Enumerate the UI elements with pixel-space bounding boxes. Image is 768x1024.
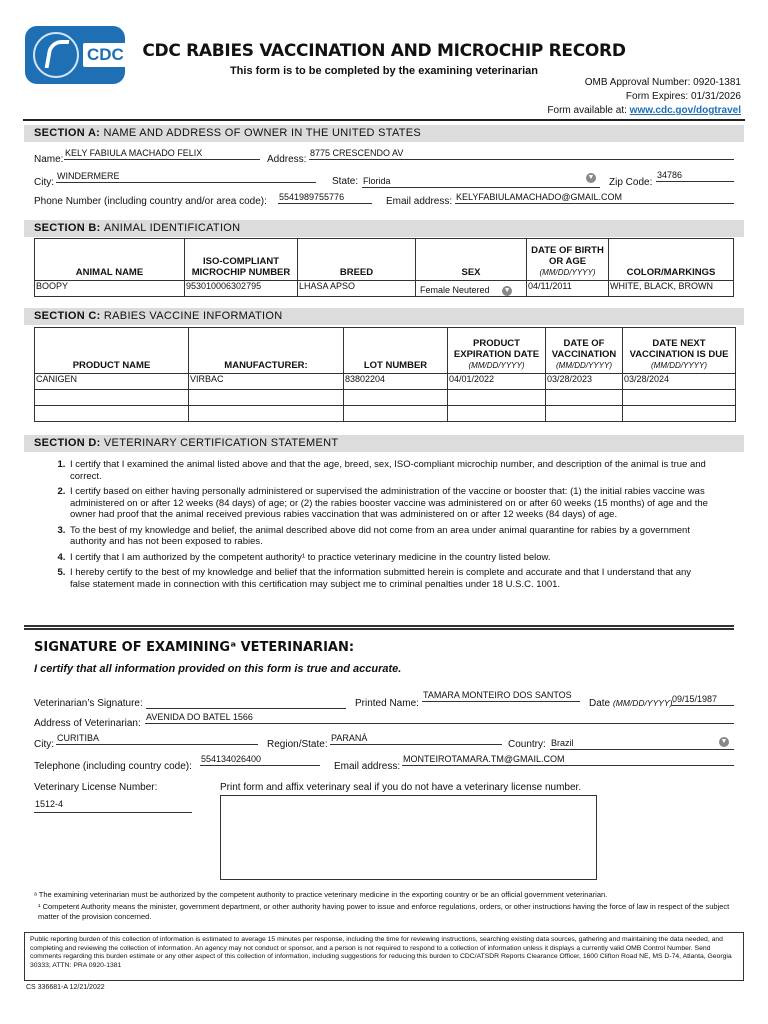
table-row xyxy=(35,390,736,406)
owner-address-field[interactable]: 8775 CRESCENDO AV xyxy=(309,148,734,160)
vet-license-field[interactable]: 1512-4 xyxy=(34,796,192,813)
section-a-title: NAME AND ADDRESS OF OWNER IN THE UNITED STATES xyxy=(103,127,422,139)
section-a-label: SECTION A: xyxy=(34,127,101,139)
veterinary-seal-box xyxy=(220,795,597,880)
animal-microchip-cell[interactable]: 953010006302795 xyxy=(185,281,298,297)
vet-date-label-text: Date xyxy=(589,698,611,709)
owner-state-label: State: xyxy=(332,176,359,187)
table-cell[interactable]: VIRBAC xyxy=(189,374,344,390)
section-b-header xyxy=(24,220,744,237)
table-cell[interactable] xyxy=(448,390,546,406)
animal-col-microchip: ISO-COMPLIANT MICROCHIP NUMBER xyxy=(185,239,298,281)
vaccine-col-expiration-label: PRODUCT EXPIRATION DATE xyxy=(453,338,540,360)
vaccine-col-manufacturer: MANUFACTURER: xyxy=(189,328,344,374)
certification-statement: 2. I certify based on either having personally administered or supervised the administration of the vaccine or booster that: (1) the initial rabies vaccine was administered on or after 12 weeks (84 days) of age; or (2) the rabies booster vaccine was administered on or after 60 weeks (15 months) of age and the owner had proof that the animal received previous rabies vaccination that was administered on or after 12 weeks (84 days) of age. xyxy=(68,486,708,521)
page-title: CDC RABIES VACCINATION AND MICROCHIP RECORD xyxy=(142,41,626,61)
table-cell[interactable]: 03/28/2024 xyxy=(623,374,736,390)
vaccine-col-vaccination xyxy=(546,328,623,374)
owner-phone-field[interactable]: 5541989755776 xyxy=(278,192,372,204)
owner-phone-label: Phone Number (including country and/or area code): xyxy=(34,196,267,207)
footnote-a: ᵃ The examining veterinarian must be authorized by the competent authority to practice veterinary medicine in the exporting country or be an official government veterinarian. xyxy=(34,890,608,899)
section-c-header xyxy=(24,308,744,325)
vaccine-col-expiration-format: (MM/DD/YYYY) xyxy=(468,361,525,370)
burden-statement: Public reporting burden of this collection of information is estimated to average 15 minutes per response, including the time for reviewing instructions, searching existing data sources, gathering and maintaining the data needed, and completing and reviewing the collection of information. An agency may not conduct or sponsor, and a person is not required to respond to a collection of information unless it displays a currently valid OMB Control Number. Send comments regarding this burden estimate or any other aspect of this collection of information, including suggestions for reducing this burden to CDC/ATSDR Reports Clearance Officer, 1600 Clifton Road NE, MS D-74, Atlanta, Georgia 30333; ATTN: PRA 0920-1381 xyxy=(24,932,744,981)
footnote-1: ¹ Competent Authority means the minister, government department, or other authority having power to issue and enforce regulations, orders, or other instructions having the force of law in respect of the subject matter of the provision concerned. xyxy=(38,902,730,921)
owner-zip-label: Zip Code: xyxy=(609,177,653,188)
owner-name-field[interactable]: KELY FABIULA MACHADO FELIX xyxy=(64,148,260,160)
form-number: CS 336681-A 12/21/2022 xyxy=(26,984,105,991)
table-cell[interactable]: 83802204 xyxy=(344,374,448,390)
omb-label: OMB Approval Number: xyxy=(584,77,691,88)
expires-label: Form Expires: xyxy=(625,91,689,102)
table-cell[interactable]: 03/28/2023 xyxy=(546,374,623,390)
omb-number: 0920-1381 xyxy=(693,77,741,88)
owner-email-label: Email address: xyxy=(386,196,453,207)
vet-email-field[interactable]: MONTEIROTAMARA.TM@GMAIL.COM xyxy=(402,754,734,766)
animal-col-breed: BREED xyxy=(298,239,416,281)
table-cell[interactable] xyxy=(623,406,736,422)
vet-printed-name-field[interactable]: TAMARA MONTEIRO DOS SANTOS xyxy=(422,690,580,702)
vet-date-label xyxy=(589,698,675,709)
table-cell[interactable]: CANIGEN xyxy=(35,374,189,390)
section-b-label: SECTION B: xyxy=(34,222,101,234)
certification-statement: 4. I certify that I am authorized by the competent authority¹ to practice veterinary medicine in the country listed below. xyxy=(68,552,708,564)
vet-email-label: Email address: xyxy=(334,761,401,772)
section-d-label: SECTION D: xyxy=(34,437,101,449)
expires-date: 01/31/2026 xyxy=(690,91,741,102)
table-cell[interactable] xyxy=(623,390,736,406)
vaccine-col-expiration xyxy=(448,328,546,374)
section-a-header xyxy=(24,125,744,142)
table-cell[interactable]: 04/01/2022 xyxy=(448,374,546,390)
owner-address-label: Address: xyxy=(267,154,307,165)
vet-printed-name-label: Printed Name: xyxy=(355,698,419,709)
animal-sex-cell[interactable] xyxy=(416,281,527,297)
vaccine-table xyxy=(34,327,736,422)
owner-zip-field[interactable]: 34786 xyxy=(656,170,734,182)
certification-list xyxy=(42,459,708,594)
form-link[interactable]: www.cdc.gov/dogtravel xyxy=(629,105,741,116)
vaccine-col-vaccination-label: DATE OF VACCINATION xyxy=(551,338,617,360)
table-cell[interactable] xyxy=(35,390,189,406)
animal-dob-cell[interactable]: 04/11/2011 xyxy=(527,281,609,297)
vaccine-col-next-due xyxy=(623,328,736,374)
certification-statement: 1. I certify that I examined the animal listed above and that the age, breed, sex, ISO-compliant microchip number, and description of the animal is true and correct. xyxy=(68,459,708,482)
owner-city-label: City: xyxy=(34,177,54,188)
cdc-logo-text: CDC xyxy=(83,43,128,67)
signature-title: SIGNATURE OF EXAMININGᵃ VETERINARIAN: xyxy=(34,640,355,655)
vet-phone-label: Telephone (including country code): xyxy=(34,761,192,772)
certification-statement: 3. To the best of my knowledge and belief, the animal described above did not come from an area under animal quarantine for rabies by a government authority and has not been exposed to rabies. xyxy=(68,525,708,548)
chevron-down-icon[interactable]: ▼ xyxy=(720,738,728,745)
section-d-title: VETERINARY CERTIFICATION STATEMENT xyxy=(103,437,339,449)
vet-address-field[interactable]: AVENIDA DO BATEL 1566 xyxy=(145,712,734,724)
table-cell[interactable] xyxy=(448,406,546,422)
vet-country-select[interactable] xyxy=(550,738,734,750)
vet-city-label: City: xyxy=(34,739,54,750)
animal-col-dob-format: (MM/DD/YYYY) xyxy=(539,268,596,277)
table-cell[interactable] xyxy=(546,390,623,406)
table-cell[interactable] xyxy=(546,406,623,422)
vaccine-col-vaccination-format: (MM/DD/YYYY) xyxy=(556,361,612,370)
vaccine-col-product: PRODUCT NAME xyxy=(35,328,189,374)
vet-signature-field[interactable] xyxy=(146,697,346,709)
table-row xyxy=(35,281,734,297)
animal-color-cell[interactable]: WHITE, BLACK, BROWN xyxy=(609,281,734,297)
certification-statement: 5. I hereby certify to the best of my knowledge and belief that the information submitted herein is complete and accurate and that I understand that any false statement made in connection with this certification may subject me to criminal penalties under 18 U.S.C. 1001. xyxy=(68,567,708,590)
seal-note: Print form and affix veterinary seal if you do not have a veterinary license number. xyxy=(220,782,582,793)
vet-address-label: Address of Veterinarian: xyxy=(34,718,141,729)
section-b-title: ANIMAL IDENTIFICATION xyxy=(103,222,241,234)
owner-email-field[interactable]: KELYFABIULAMACHADO@GMAIL.COM xyxy=(455,192,734,204)
available-label: Form available at: xyxy=(547,105,627,116)
animal-col-color: COLOR/MARKINGS xyxy=(609,239,734,281)
chevron-down-icon[interactable]: ▼ xyxy=(503,287,511,294)
omb-info xyxy=(547,76,741,118)
owner-name-label: Name: xyxy=(34,154,64,165)
table-cell[interactable] xyxy=(344,406,448,422)
owner-state-value: Florida xyxy=(363,176,391,186)
page-subtitle: This form is to be completed by the examining veterinarian xyxy=(229,65,539,77)
vaccine-col-next-due-label: DATE NEXT VACCINATION IS DUE xyxy=(629,338,729,360)
table-cell[interactable] xyxy=(344,390,448,406)
vet-region-label: Region/State: xyxy=(267,739,328,750)
section-c-label: SECTION C: xyxy=(34,310,101,322)
animal-breed-cell[interactable]: LHASA APSO xyxy=(298,281,416,297)
animal-name-cell[interactable]: BOOPY xyxy=(35,281,185,297)
vet-signature-label: Veterinarian’s Signature: xyxy=(34,698,143,709)
table-cell[interactable] xyxy=(189,406,344,422)
vet-license-label: Veterinary License Number: xyxy=(34,782,158,793)
signature-divider xyxy=(24,625,734,630)
vet-city-field[interactable]: CURITIBA xyxy=(56,733,258,745)
animal-sex-value: Female Neutered xyxy=(420,285,490,296)
vet-region-field[interactable]: PARANÁ xyxy=(330,733,502,745)
vet-phone-field[interactable]: 554134026400 xyxy=(200,754,320,766)
animal-col-name: ANIMAL NAME xyxy=(35,239,185,281)
vet-country-label: Country: xyxy=(508,739,546,750)
table-cell[interactable] xyxy=(189,390,344,406)
vet-date-format: (MM/DD/YYYY): xyxy=(612,698,675,708)
vet-date-field[interactable]: 09/15/1987 xyxy=(671,694,734,706)
header-divider xyxy=(23,119,745,121)
signature-certify-text: I certify that all information provided on this form is true and accurate. xyxy=(34,663,402,675)
table-cell[interactable] xyxy=(35,406,189,422)
table-row xyxy=(35,406,736,422)
animal-col-sex: SEX xyxy=(416,239,527,281)
animal-col-dob xyxy=(527,239,609,281)
vaccine-col-next-due-format: (MM/DD/YYYY) xyxy=(651,361,707,370)
section-c-title: RABIES VACCINE INFORMATION xyxy=(103,310,283,322)
table-row xyxy=(35,374,736,390)
vaccine-col-lot: LOT NUMBER xyxy=(344,328,448,374)
animal-table xyxy=(34,238,734,297)
owner-city-field[interactable]: WINDERMERE xyxy=(56,171,316,183)
vet-country-value: Brazil xyxy=(551,738,574,748)
section-d-header xyxy=(24,435,744,452)
owner-state-select[interactable] xyxy=(362,176,600,188)
chevron-down-icon[interactable]: ▼ xyxy=(587,174,595,181)
animal-col-dob-label: DATE OF BIRTH OR AGE xyxy=(531,245,604,267)
